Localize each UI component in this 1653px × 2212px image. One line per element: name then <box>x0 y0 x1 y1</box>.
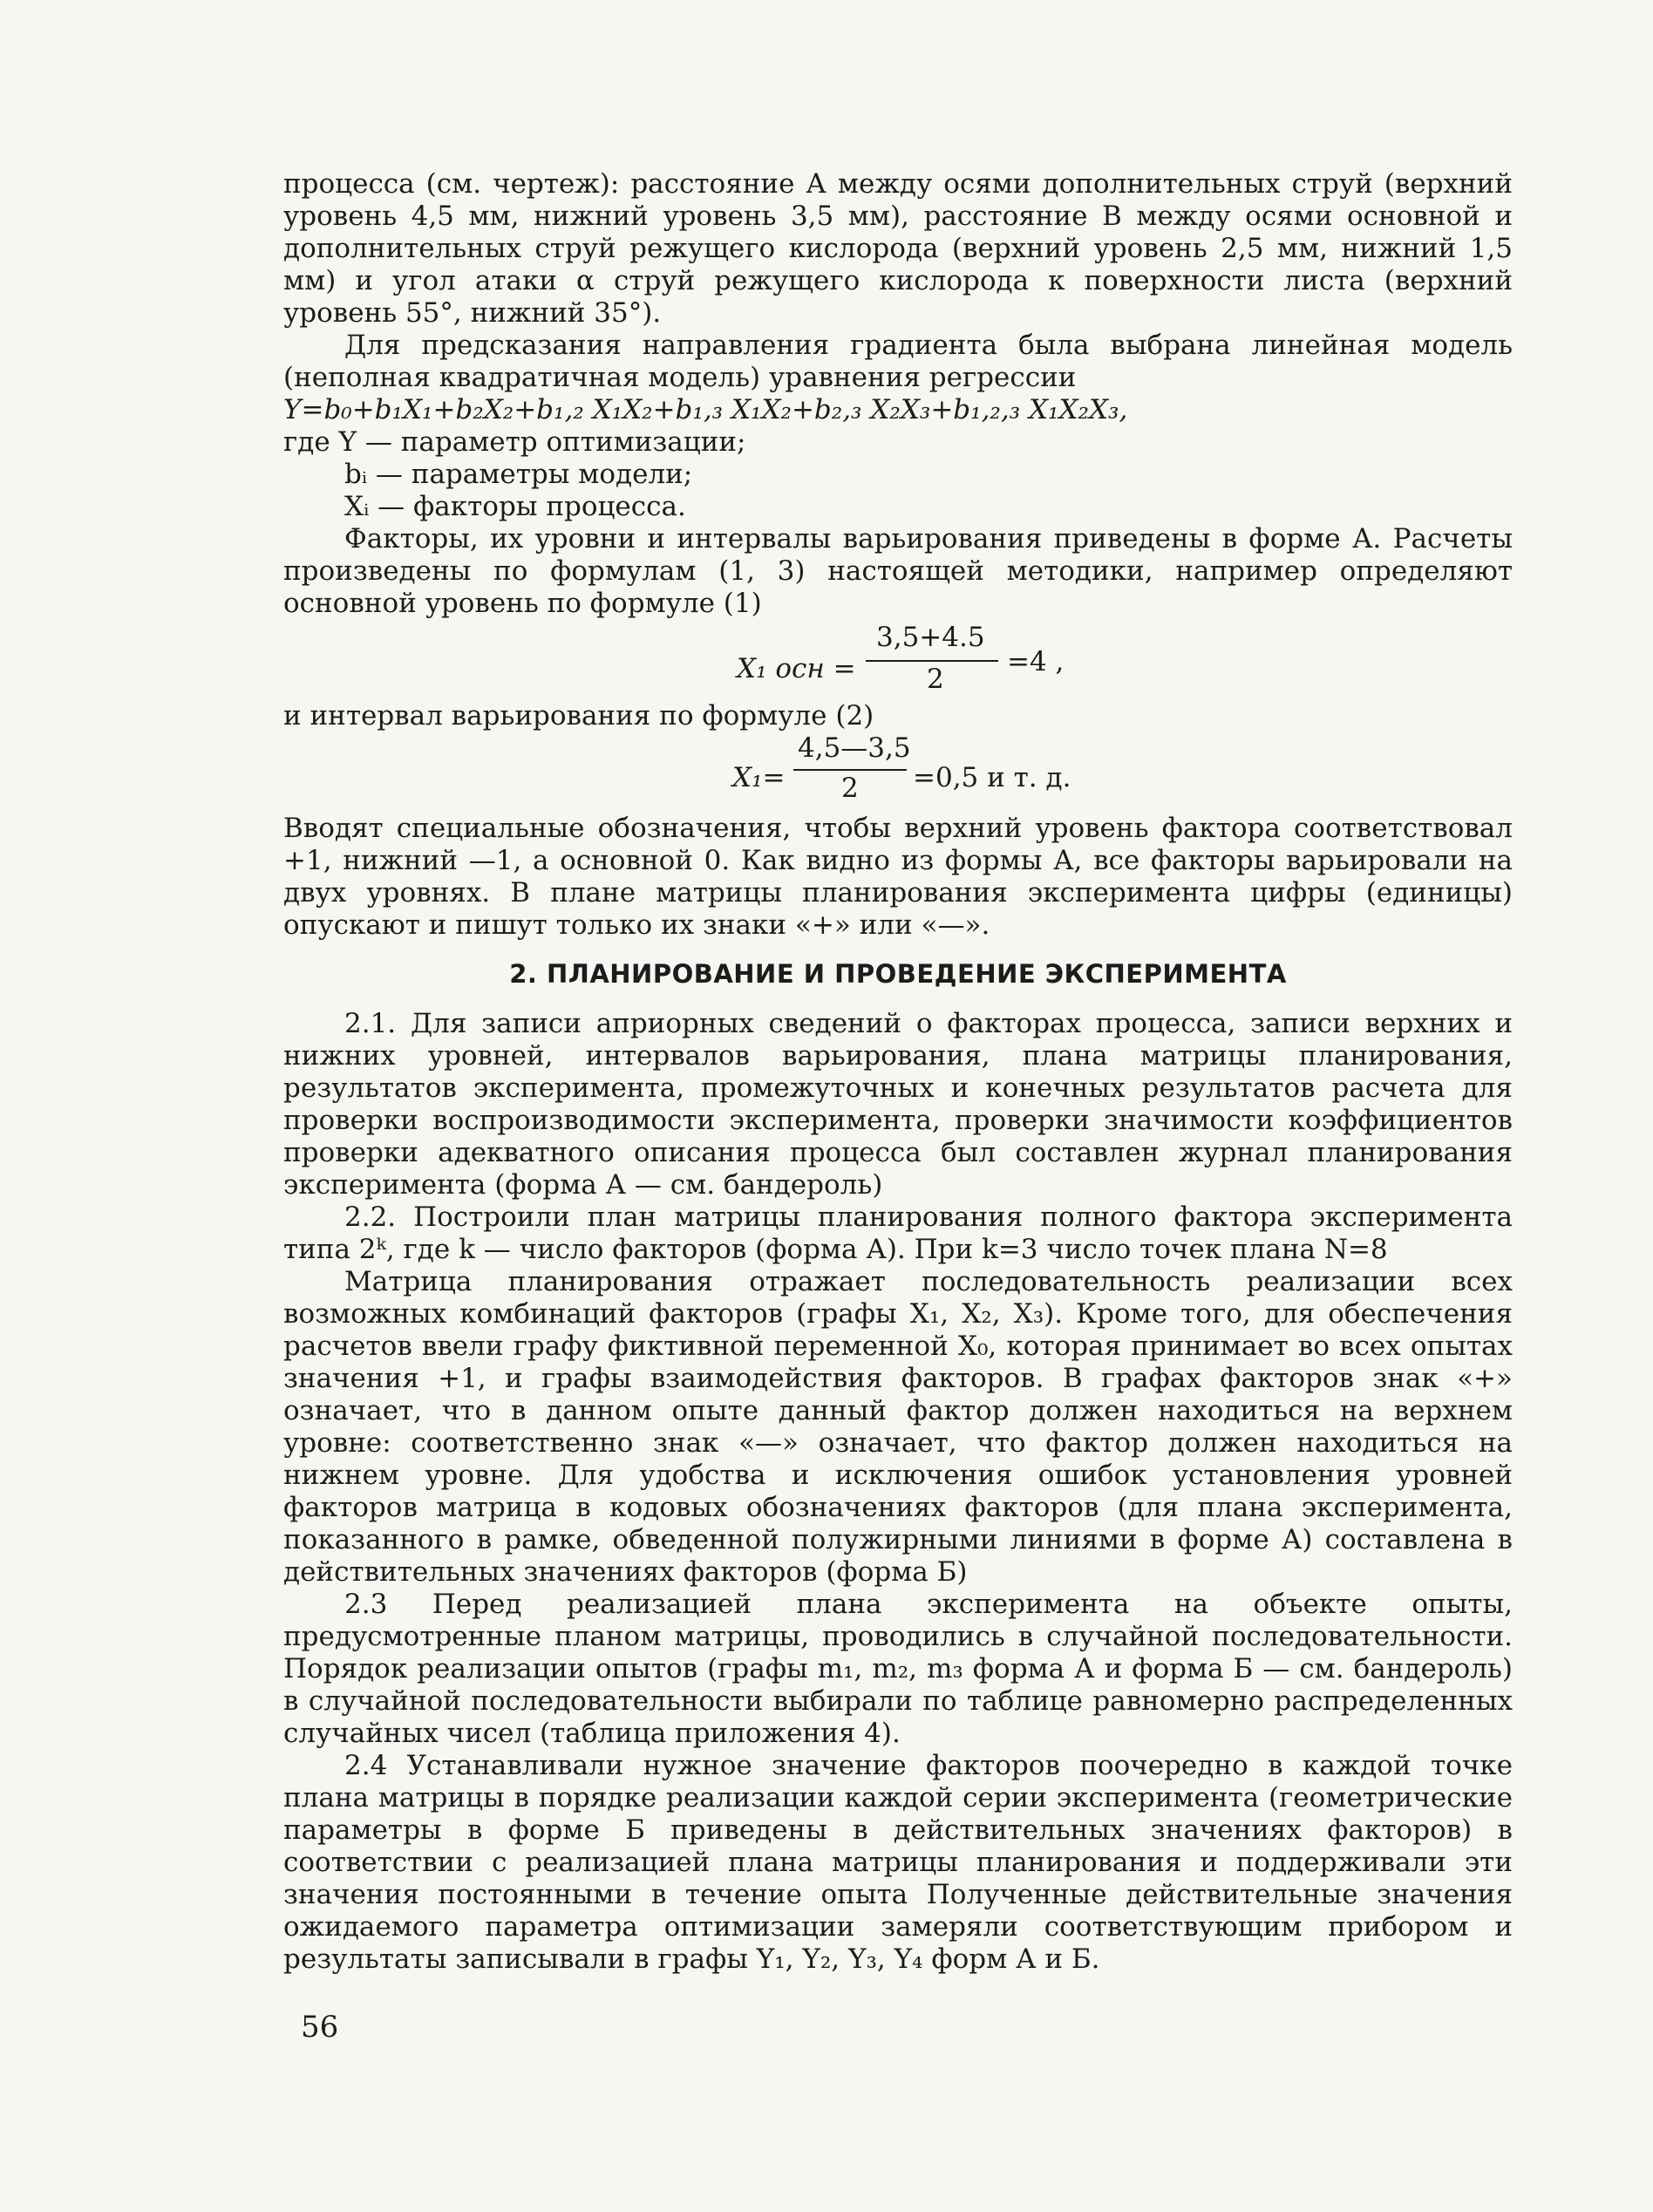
paragraph-2-4: 2.4 Устанавливали нужное значение факторов поочередно в каждой точке плана матрицы в порядке реализации каждой серии эксперимента (геометрические параметры в форме Б приведены в действительных значениях факторов) в соответствии с реализацией плана матрицы планирования и поддерживали эти значения постоянными в течение опыта Полученные действительные значения ожидаемого параметра оптимизации замеряли соответствующим прибором и результаты записывали в графы Y₁, Y₂, Y₃, Y₄ форм А и Б. <box>283 1750 1513 1975</box>
intro-paragraph: процесса (см. чертеж): расстояние А между осями дополнительных струй (верхний уровень 4,5 мм, нижний уровень 3,5 мм), расстояние В между осями основной и дополнительных струй режущего кислорода (верхний уровень 2,5 мм, нижний 1,5 мм) и угол атаки α струй режущего кислорода к поверхности листа (верхний уровень 55°, нижний 35°). <box>283 168 1513 329</box>
formula-rhs: =4 , <box>1007 646 1065 677</box>
model-paragraph: Для предсказания направления градиента была выбрана линейная модель (неполная квадратичная модель) уравнения регрессии <box>283 330 1513 393</box>
formula-numerator: 4,5—3,5 <box>798 732 911 764</box>
definition-y: где Y — параметр оптимизации; <box>283 426 746 458</box>
paragraph-2-2: 2.2. Построили план матрицы планирования полного фактора эксперимента типа 2ᵏ, где k — число факторов (форма А). При k=3 число точек плана N=8 <box>283 1201 1513 1265</box>
formula-denominator: 2 <box>841 772 859 804</box>
formula-interval <box>283 732 1513 813</box>
interval-text: и интервал варьирования по формуле (2) <box>283 700 874 732</box>
section-heading: 2. ПЛАНИРОВАНИЕ И ПРОВЕДЕНИЕ ЭКСПЕРИМЕНТА <box>509 959 1287 989</box>
text-column <box>283 168 1513 1976</box>
formula-lhs: X₁ осн = <box>737 653 856 684</box>
fraction-bar <box>866 660 998 662</box>
fraction-bar <box>793 769 907 771</box>
formula-lhs: X₁= <box>732 762 786 793</box>
factors-paragraph: Факторы, их уровни и интервалы варьирования приведены в форме А. Расчеты произведены по формулам (1, 3) настоящей методики, например определяют основной уровень по формуле (1) <box>283 523 1513 619</box>
formula-denominator: 2 <box>927 664 944 695</box>
paragraph-2-1: 2.1. Для записи априорных сведений о факторах процесса, записи верхних и нижних уровней, интервалов варьирования, плана матрицы планирования, результатов эксперимента, промежуточных и конечных результатов расчета для проверки воспроизводимости эксперимента, проверки значимости коэффициентов проверки адекватного описания процесса был составлен журнал планирования эксперимента (форма А — см. бандероль) <box>283 1008 1513 1201</box>
paragraph-2-3: 2.3 Перед реализацией плана эксперимента на объекте опыты, предусмотренные планом матрицы, проводились в случайной последовательности. Порядок реализации опытов (графы m₁, m₂, m₃ форма А и форма Б — см. бандероль) в случайной последовательности выбирали по таблице равномерно распределенных случайных чисел (таблица приложения 4). <box>283 1589 1513 1749</box>
matrix-paragraph: Матрица планирования отражает последовательность реализации всех возможных комбинаций факторов (графы X₁, X₂, X₃). Кроме того, для обеспечения расчетов ввели графу фиктивной переменной X₀, которая принимает во всех опытах значения +1, и графы взаимодействия факторов. В графах факторов знак «+» означает, что в данном опыте данный фактор должен находиться на верхнем уровне: соответственно знак «—» означает, что фактор должен находиться на нижнем уровне. Для удобства и исключения ошибок установления уровней факторов матрица в кодовых обозначениях факторов (для плана эксперимента, показанного в рамке, обведенной полужирными линиями в форме А) составлена в действительных значениях факторов (форма Б) <box>283 1266 1513 1588</box>
regression-equation: Y=b₀+b₁X₁+b₂X₂+b₁,₂ X₁X₂+b₁,₃ X₁X₂+b₂,₃ X₂X₃+b₁,₂,₃ X₁X₂X₃, <box>283 394 1128 425</box>
definition-x: Xᵢ — факторы процесса. <box>344 491 686 522</box>
formula-base-level <box>283 620 1513 700</box>
notation-paragraph: Вводят специальные обозначения, чтобы верхний уровень фактора соответствовал +1, нижний —1, а основной 0. Как видно из формы А, все факторы варьировали на двух уровнях. В плане матрицы планирования эксперимента цифры (единицы) опускают и пишут только их знаки «+» или «—». <box>283 813 1513 941</box>
formula-numerator: 3,5+4.5 <box>876 622 985 653</box>
formula-rhs: =0,5 и т. д. <box>913 762 1071 793</box>
page-number: 56 <box>301 2010 339 2045</box>
definition-b: bᵢ — параметры модели; <box>344 459 693 490</box>
